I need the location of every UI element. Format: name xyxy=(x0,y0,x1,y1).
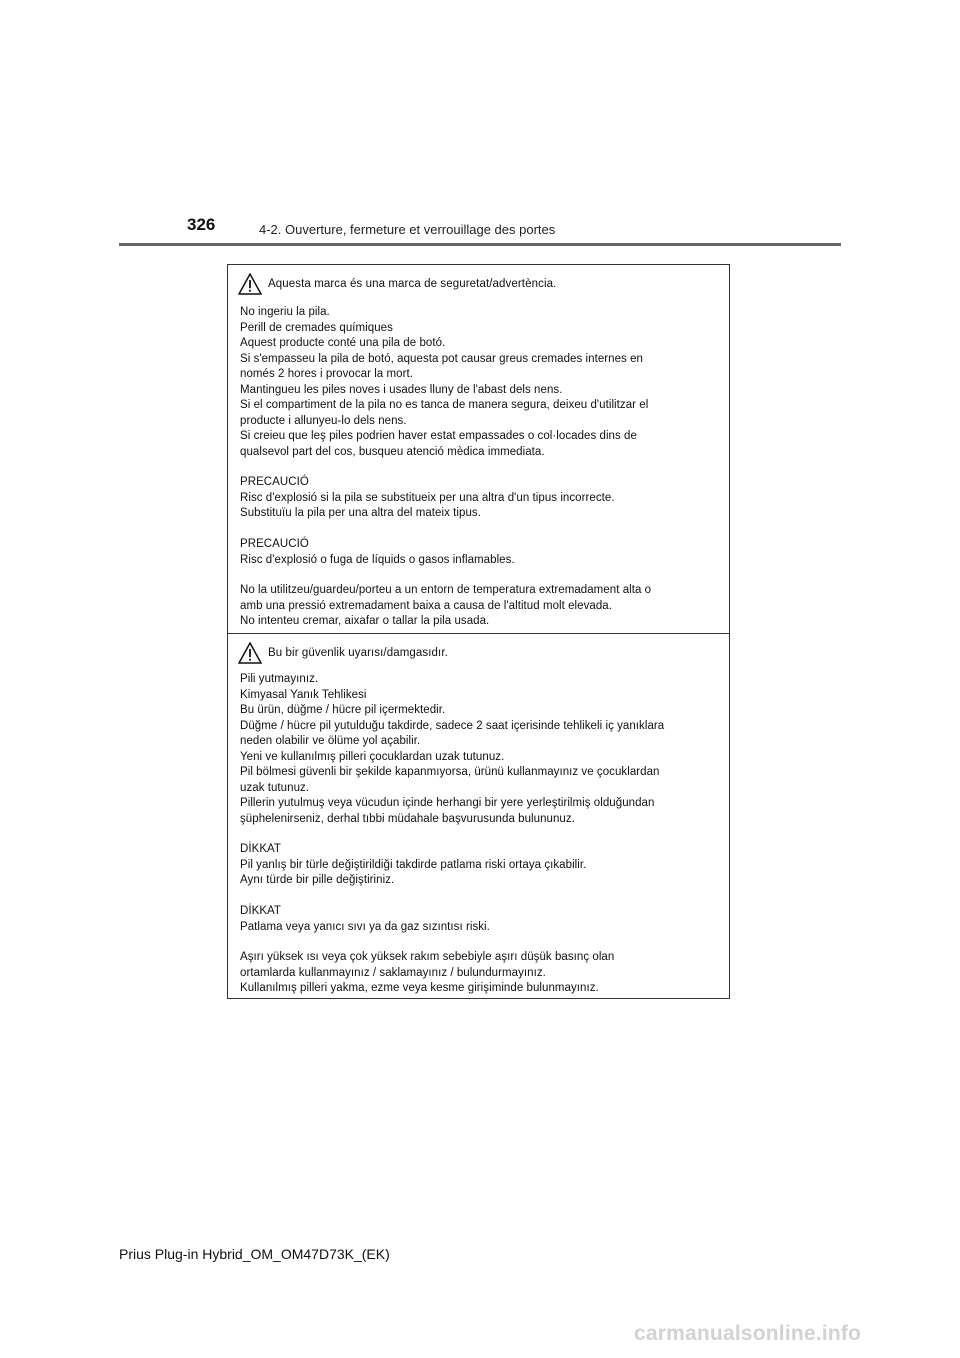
warning-paragraph: No la utilitzeu/guardeu/porteu a un entorn de temperatura extremadament alta o amb una pressió extremadament baixa a causa de l'altitud molt elevada. No intenteu cremar, aixafar o tallar la pila usada. xyxy=(240,584,652,627)
page-number: 326 xyxy=(187,215,216,234)
warning-paragraph: Aşırı yüksek ısı veya çok yüksek rakım sebebiyle aşırı düşük basınç olan ortamlarda kullanmayınız / saklamayınız / bulundurmayınız. Kullanılmış pilleri yakma, ezme veya kesme girişiminde bulunmayınız. xyxy=(240,951,615,994)
warning-box xyxy=(227,264,730,999)
warning-triangle-icon xyxy=(238,273,262,295)
section-title: 4-2. Ouverture, fermeture et verrouillage des portes xyxy=(259,222,556,237)
watermark: carmanualsonline.info xyxy=(634,1322,862,1345)
warning-heading-turkish xyxy=(238,642,448,664)
warning-panel-turkish xyxy=(228,633,729,999)
warning-triangle-icon xyxy=(238,642,262,664)
warning-paragraph: DİKKAT Patlama veya yanıcı sıvı ya da gaz sızıntısı riski. xyxy=(240,905,490,933)
manual-id-footer: Prius Plug-in Hybrid_OM_OM47D73K_(EK) xyxy=(119,1246,390,1262)
warning-paragraph: PRECAUCIÓ Risc d'explosió o fuga de líquids o gasos inflamables. xyxy=(240,538,515,566)
warning-heading-text: Bu bir güvenlik uyarısı/damgasıdır. xyxy=(268,647,448,659)
warning-paragraph: Pili yutmayınız. Kimyasal Yanık Tehlikesi Bu ürün, düğme / hücre pil içermektedir. Düğme / hücre pil yutulduğu takdirde, sadece 2 saat içerisinde tehlikeli iç yanıklara neden olabilir ve ölüme yol açabilir. Yeni ve kullanılmış pilleri çocuklardan uzak tutunuz. Pil bölmesi güvenli bir şekilde kapanmıyorsa, ürünü kullanmayınız ve çocuklardan uzak tutunuz. Pillerin yutulmuş veya vücudun içinde herhangi bir yere yerleştirilmiş olduğundan şüphelenirseniz, derhal tıbbi müdahale başvurusunda bulununuz. xyxy=(240,673,665,825)
warning-paragraph: PRECAUCIÓ Risc d'explosió si la pila se substitueix per una altra d'un tipus incorrecte. Substituïu la pila per una altra del mateix tipus. xyxy=(240,476,615,519)
page-header xyxy=(0,0,960,250)
warning-heading-text: Aquesta marca és una marca de seguretat/advertència. xyxy=(268,278,557,290)
warning-paragraph: DİKKAT Pil yanlış bir türle değiştirildiği takdirde patlama riski ortaya çıkabilir. Aynı türde bir pille değiştiriniz. xyxy=(240,843,587,886)
warning-heading-catalan xyxy=(238,273,556,295)
header-rule xyxy=(119,243,841,246)
warning-paragraph: No ingeriu la pila. Perill de cremades químiques Aquest producte conté una pila de botó. Si s'empasseu la pila de botó, aquesta pot causar greus cremades internes en només 2 hores i provocar la mort. Mantingueu les piles noves i usades lluny de l'abast dels nens. Si el compartiment de la pila no es tanca de manera segura, deixeu d'utilitzar el producte i allunyeu-lo dels nens. Si creieu que leş piles podrien haver estat empassades o col·locades dins de qualsevol part del cos, busqueu atenció mèdica immediata. xyxy=(240,306,649,458)
warning-panel-catalan xyxy=(228,265,729,633)
